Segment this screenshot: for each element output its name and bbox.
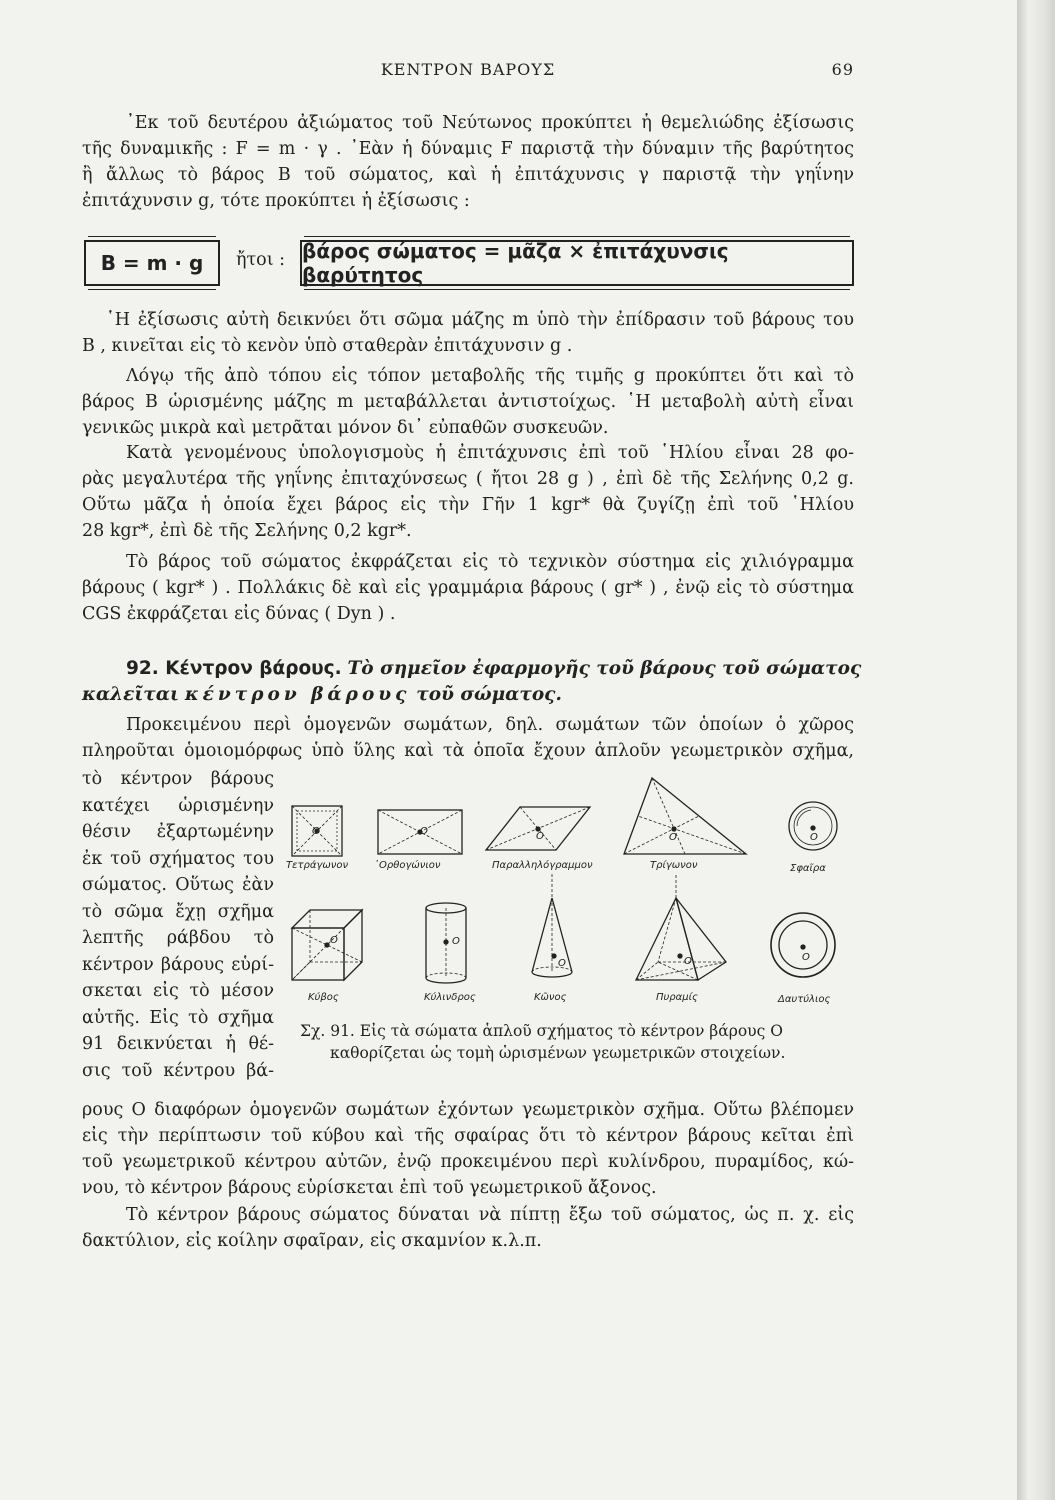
formula-right: βάρος σώματος = μᾶζα × ἐπιτάχυνσις βαρύτητος [302,239,729,287]
text-line: Τὸ βάρος τοῦ σώματος ἐκφράζεται εἰς τὸ τεχνικὸν σύστημα εἰς χιλιόγραμμα [126,552,854,572]
paragraph [82,1097,854,1201]
text-line: Προκειμένου περὶ ὁμογενῶν σωμάτων, δηλ. σωμάτων τῶν ὁποίων ὁ χῶρος [126,715,854,735]
figure-label: Σφαῖρα [790,863,826,874]
formula-left: B = m · g [100,251,204,275]
text-line: τὸ κέντρον βάρους [82,769,274,789]
section-92-heading [82,656,862,708]
text-line: ἐπιτάχυνσιν g, τότε προκύπτει ἡ ἐξίσωσις : [82,191,470,211]
definition-text: καλεῖται [82,684,179,705]
text-line: γενικῶς μικρὰ καὶ μετρᾶται μόνον δι᾿ εὐπαθῶν συσκευῶν. [82,418,609,438]
text-line: Οὕτω μᾶζα ἡ ὁποία ἔχει βάρος εἰς τὴν Γῆν 1 kgr* θὰ ζυγίζῃ ἐπὶ τοῦ ῾Ηλίου [82,495,854,515]
cube-shape [292,910,362,980]
page-edge [1017,0,1055,1500]
text-line: σις τοῦ κέντρου βά- [82,1060,274,1081]
section-number: 92. Κέντρον βάρους. [126,658,342,679]
point-label: O [312,826,320,837]
text-line: Λόγῳ τῆς ἀπὸ τόπου εἰς τόπον μεταβολῆς τῆς τιμῆς g προκύπτει ὅτι καὶ τὸ [126,366,854,386]
figure-label: ᾿Ορθογώνιον [374,860,441,871]
point-label: O [684,956,692,967]
figure-caption [300,1020,860,1064]
text-line: κατέχει ὡρισμένην [82,795,274,816]
point-label: O [669,832,677,843]
page-number: 69 [831,60,854,79]
formula-box-short [84,240,220,286]
text-line: πληροῦται ὁμοιομόρφως ὑπὸ ὕλης καὶ τὰ ὁποῖα ἔχουν ἁπλοῦν γεωμετρικὸν σχῆμα, [82,741,854,761]
text-line: ἢ ἄλλως τὸ βάρος B τοῦ σώματος, καὶ ἡ ἐπιτάχυνσις γ παριστᾷ τὴν γηΐνην [82,165,854,185]
text-line: σώματος. Οὕτως ἐὰν [82,875,274,895]
figure-label: Κύλινδρος [424,992,476,1003]
formula-connector: ἤτοι : [236,250,286,270]
point-label: O [802,952,810,963]
paragraph [82,440,854,544]
point-label: O [536,831,544,842]
pyramid-shape [636,875,726,980]
figure-label: Δαυτύλιος [778,994,831,1005]
paragraph [82,712,854,764]
formula-box-long [300,240,854,286]
text-line: λεπτῆς ράβδου τὸ [82,928,274,948]
caption-line: Σχ. 91. Εἰς τὰ σώματα ἁπλοῦ σχήματος τὸ κέντρον βάρους O [300,1022,783,1040]
text-line: CGS ἐκφράζεται εἰς δύνας ( Dyn ) . [82,604,396,624]
header-title: ΚΕΝΤΡΟΝ ΒΑΡΟΥΣ [380,60,556,79]
text-line: βάρους ( kgr* ) . Πολλάκις δὲ καὶ εἰς γραμμάρια βάρους ( gr* ) , ἐνῷ εἰς τὸ σύστημα [82,578,854,598]
text-line: θέσιν ἐξαρτωμένην [82,822,274,842]
text-line: ρους O διαφόρων ὁμογενῶν σωμάτων ἐχόντων γεωμετρικὸν σχῆμα. Οὕτω βλέπομεν [82,1100,854,1120]
caption-line: καθορίζεται ὡς τομὴ ὡρισμένων γεωμετρικῶν στοιχείων. [330,1044,786,1062]
text-line: νου, τὸ κέντρον βάρους εὑρίσκεται ἐπὶ τοῦ γεωμετρικοῦ ἄξονος. [82,1178,657,1198]
defined-term: κέντρον βάρους [184,684,411,705]
point-label: O [558,958,566,969]
text-line: τῆς δυναμικῆς : F = m · γ . ᾿Εὰν ἡ δύναμις F παριστᾷ τὴν δύναμιν τῆς βαρύτητος [82,139,854,159]
section-definition: Τὸ σημεῖον ἐφαρμογῆς τοῦ βάρους τοῦ σώματος [347,658,862,679]
paragraph [82,307,854,359]
paragraph [82,549,854,627]
text-line: σκεται εἰς τὸ μέσον [82,981,274,1001]
text-line: ρὰς μεγαλυτέρα τῆς γηΐνης ἐπιταχύνσεως ( ἤτοι 28 g ) , ἐπὶ δὲ τῆς Σελήνης 0,2 g. [82,469,854,489]
paragraph [82,1202,854,1254]
text-line: αὐτῆς. Εἰς τὸ σχῆμα [82,1007,274,1028]
text-line: ῾Η ἐξίσωσις αὐτὴ δεικνύει ὅτι σῶμα μάζης m ὑπὸ τὴν ἐπίδρασιν τοῦ βάρους του [106,310,854,330]
text-line: κέντρον βάρους εὑρί- [82,954,274,975]
ring-shape [771,913,835,977]
figure-91 [286,770,856,1015]
figure-label: Κῶνος [534,992,567,1003]
figure-label: Κύβος [308,992,339,1003]
text-line: τοῦ γεωμετρικοῦ κέντρου αὐτῶν, ἐνῷ προκειμένου περὶ κυλίνδρου, πυραμίδος, κώ- [82,1152,854,1172]
section-line [82,656,862,682]
triangle-shape [624,778,746,854]
figure-label: Τρίγωνον [650,860,698,871]
text-line: 91 δεικνύεται ἡ θέ- [82,1034,274,1054]
side-column [82,766,274,1084]
text-line: Κατὰ γενομένους ὑπολογισμοὺς ἡ ἐπιτάχυνσις ἐπὶ τοῦ ῾Ηλίου εἶναι 28 φο- [126,443,854,463]
cone-shape [532,874,572,977]
text-line: εἰς τὴν περίπτωσιν τοῦ κύβου καὶ τῆς σφαίρας ὅτι τὸ κέντρον βάρους κεῖται ἐπὶ [82,1126,854,1146]
intro-paragraph [82,110,854,214]
figure-label: Πυραμίς [656,992,698,1003]
figure-label: Τετράγωνον [286,860,349,871]
text-line: Τὸ κέντρον βάρους σώματος δύναται νὰ πίπτῃ ἔξω τοῦ σώματος, ὡς π. χ. εἰς [126,1205,854,1225]
point-label: O [452,936,460,947]
section-line [82,682,854,708]
text-line: δακτύλιον, εἰς κοίλην σφαῖραν, εἰς σκαμνίον κ.λ.π. [82,1231,542,1251]
point-label: O [420,826,428,837]
parallelogram-shape [486,807,590,850]
text-line: ᾿Εκ τοῦ δευτέρου ἀξιώματος τοῦ Νεύτωνος προκύπτει ἡ θεμελιώδης ἐξίσωσις [126,113,854,133]
figure-label: Παραλληλόγραμμον [492,860,593,871]
text-line: τὸ σῶμα ἔχῃ σχῆμα [82,901,274,922]
point-label: O [330,935,338,946]
text-line: 28 kgr*, ἐπὶ δὲ τῆς Σελήνης 0,2 kgr*. [82,521,412,541]
text-line: B , κινεῖται εἰς τὸ κενὸν ὑπὸ σταθερὰν ἐπιτάχυνσιν g . [82,336,573,356]
definition-text: τοῦ σώματος. [416,684,562,705]
paragraph [82,363,854,441]
text-line: βάρος B ὡρισμένης μάζης m μεταβάλλεται ἀντιστοίχως. ῾Η μεταβολὴ αὐτὴ εἶναι [82,392,854,412]
text-line: ἐκ τοῦ σχήματος του [82,848,274,869]
cylinder-shape [426,903,466,983]
point-label: O [810,832,818,843]
